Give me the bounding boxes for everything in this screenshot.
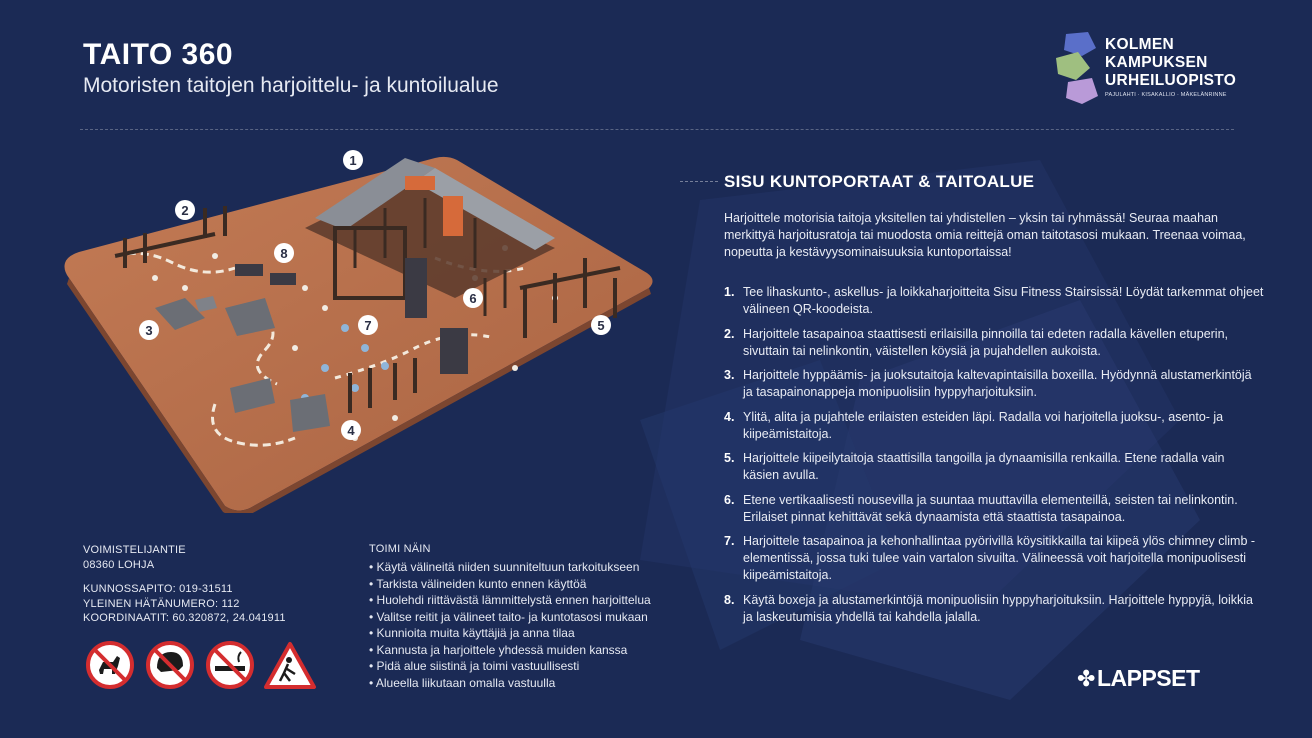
section-title: SISU KUNTOPORTAAT & TAITOALUE [724, 172, 1035, 191]
step-text: Etene vertikaalisesti nousevilla ja suuntaa muuttavilla elementeillä, seisten tai nelinkontin. Erilaiset pinnat kehittävät sekä dynaamista että staattista tasapainoa. [743, 492, 1238, 524]
svg-text:2: 2 [181, 203, 189, 218]
svg-text:4: 4 [347, 423, 355, 438]
svg-text:3: 3 [145, 323, 153, 338]
rule-item: • Alueella liikutaan omalla vastuulla [369, 675, 556, 690]
location-info [83, 543, 286, 626]
park-illustration [55, 138, 665, 513]
maintenance-phone: KUNNOSSAPITO: 019-31511 [83, 583, 233, 595]
rule-item: • Kannusta ja harjoittele yhdessä muiden kanssa [369, 642, 628, 657]
step-item [724, 326, 1264, 360]
step-number: 3. [724, 368, 735, 382]
map-marker-1 [343, 150, 363, 170]
prohibition-icons [85, 640, 320, 692]
rules-list [369, 559, 651, 691]
section-connector [680, 181, 718, 182]
svg-text:1: 1 [349, 153, 357, 168]
no-helmet-icon [148, 643, 192, 687]
map-marker-8 [274, 243, 294, 263]
step-item [724, 592, 1264, 626]
svg-text:6: 6 [469, 291, 477, 306]
map-marker-5 [591, 315, 611, 335]
step-number: 4. [724, 409, 735, 424]
logo-line-1: KOLMEN [1105, 36, 1174, 53]
map-marker-6 [463, 288, 483, 308]
rule-item: • Huolehdi riittävästä lämmittelystä ennen harjoittelua [369, 593, 651, 607]
emergency-number: YLEINEN HÄTÄNUMERO: 112 [83, 597, 240, 610]
map-marker-7 [358, 315, 378, 335]
postal-address: 08360 LOHJA [83, 558, 155, 571]
step-item [724, 409, 1264, 443]
svg-text:7: 7 [364, 318, 372, 333]
lappset-logo [1077, 665, 1200, 692]
map-marker-2 [175, 200, 195, 220]
logo-line-2: KAMPUKSEN [1105, 54, 1208, 71]
page-title: TAITO 360 [83, 38, 234, 71]
step-text: Harjoittele kiipeilytaitoja staattisilla tangoilla ja dynaamisilla renkailla. Etene radalla vain käsien avulla. [743, 451, 1225, 482]
step-number: 2. [724, 326, 735, 341]
map-marker-4 [341, 420, 361, 440]
rule-item: • Kunnioita muita käyttäjiä ja anna tilaa [369, 626, 575, 640]
section-intro: Harjoittele motorisia taitoja yksitellen tai yhdistellen – yksin tai ryhmässä! Seuraa maahan merkittyä harjoitusratoja tai muodosta omia reittejä oman taitotasosi mukaan. Treenaa voimaa, nopeutta ja kestävyysominaisuuksia kuntoportaissa! [724, 211, 1246, 259]
step-number: 1. [724, 285, 735, 299]
rules-title: TOIMI NÄIN [369, 543, 431, 555]
coordinates: KOORDINAATIT: 60.320872, 24.041911 [83, 612, 286, 624]
school-logo-text [1105, 36, 1236, 90]
step-item [724, 533, 1264, 584]
map-marker-3 [139, 320, 159, 340]
step-number: 7. [724, 534, 735, 548]
rule-item: • Pidä alue siistinä ja toimi vastuullisesti [369, 659, 580, 673]
step-item [724, 367, 1264, 401]
logo-tagline: PAJULAHTI · KISAKALLIO · MÄKELÄNRINNE [1105, 92, 1227, 98]
step-text: Käytä boxeja ja alustamerkintöjä monipuolisiin hyppyharjoituksiin. Harjoittele hyppyjä, loikkia ja laskeutumisia yhdellä tai kahdella jalalla. [743, 592, 1253, 624]
step-item [724, 284, 1264, 318]
logo-line-3: URHEILUOPISTO [1105, 72, 1237, 89]
lappset-wordmark: LAPPSET [1096, 665, 1200, 691]
svg-text:5: 5 [597, 318, 605, 333]
step-number: 5. [724, 451, 735, 465]
step-item [724, 450, 1264, 484]
lappset-mark-icon: ✤ [1077, 665, 1095, 691]
step-number: 6. [724, 492, 735, 507]
svg-text:8: 8 [280, 246, 288, 261]
step-text: Harjoittele tasapainoa ja kehonhallintaa pyörivillä köysitikkailla tai kiipeä ylös chimney climb -elementissä, jossa tuki tulee vain vartalon sivuilta. Välineessä voit harjoitella monipuolisesti kiipeämistaitoja. [743, 534, 1256, 582]
step-text: Harjoittele hyppäämis- ja juoksutaitoja kaltevapintaisilla boxeilla. Hyödynnä alustamerkintöjä ja tasapainonappeja monipuolisiin hyppyharjoituksiin. [743, 368, 1252, 399]
header-divider [80, 129, 1234, 130]
step-number: 8. [724, 592, 735, 607]
no-smoking-icon [208, 643, 252, 687]
no-dogs-icon [88, 643, 132, 687]
page-subtitle: Motoristen taitojen harjoittelu- ja kuntoilualue [83, 74, 499, 97]
street-address: VOIMISTELIJANTIE [83, 544, 186, 556]
step-text: Tee lihaskunto-, askellus- ja loikkaharjoitteita Sisu Fitness Stairsissä! Löydät tarkemmat ohjeet välineen QR-koodeista. [743, 285, 1264, 316]
step-text: Harjoittele tasapainoa staattisesti erilaisilla pinnoilla tai edeten radalla kävellen etuperin, sivuttain tai nelinkontin, väistellen köysiä ja pujahdellen aukoista. [743, 326, 1229, 358]
warning-fall-icon [266, 644, 314, 687]
rule-item: • Tarkista välineiden kunto ennen käyttöä [369, 576, 587, 591]
step-text: Ylitä, alita ja pujahtele erilaisten esteiden läpi. Radalla voi harjoitella juoksu-, asento- ja kiipeämistaitoja. [743, 409, 1224, 441]
rule-item: • Valitse reitit ja välineet taito- ja kuntotasosi mukaan [369, 609, 648, 624]
steps-list [724, 284, 1264, 633]
rule-item: • Käytä välineitä niiden suunniteltuun tarkoitukseen [369, 560, 640, 574]
step-item [724, 492, 1264, 526]
